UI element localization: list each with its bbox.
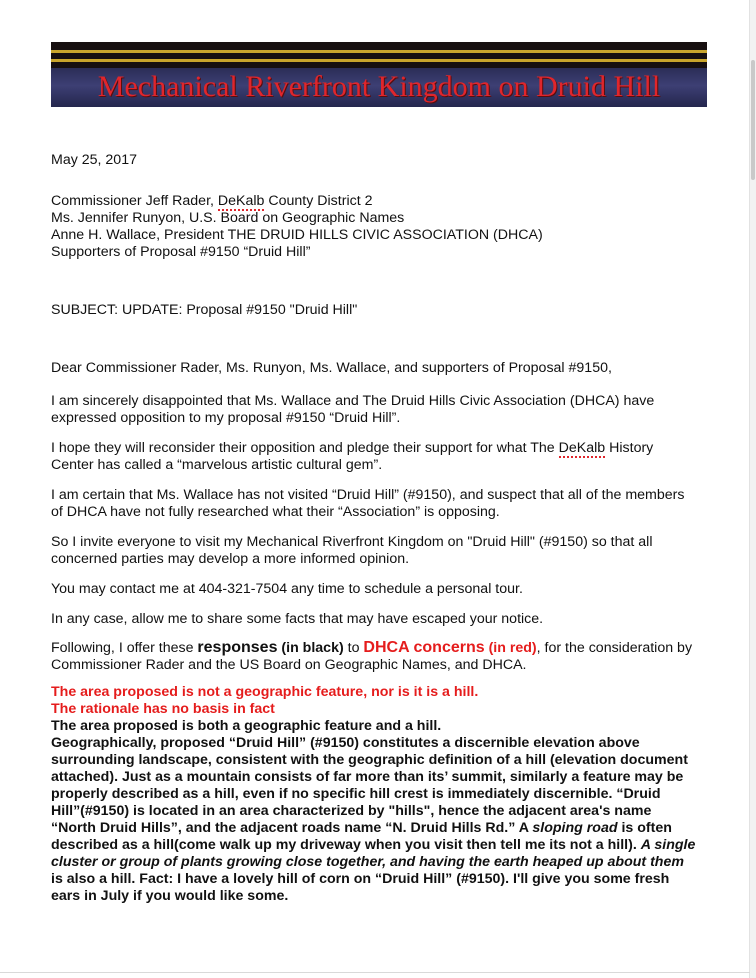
letter-body xyxy=(51,152,699,905)
concern-line: The rationale has no basis in fact xyxy=(51,701,275,717)
letter-date: May 25, 2017 xyxy=(51,152,137,168)
recipient-line: Anne H. Wallace, President THE DRUID HILLS CIVIC ASSOCIATION (DHCA) xyxy=(51,227,543,243)
paragraph: So I invite everyone to visit my Mechanical Riverfront Kingdom on "Druid Hill" (#9150) so that all concerned parties may develop a more informed opinion. xyxy=(51,534,653,567)
paragraph-legend: Following, I offer these responses (in black) to DHCA concerns (in red), for the consideration by Commissioner Rader and the US Board on Geographic Names, and DHCA. xyxy=(51,639,693,673)
spellcheck-word: DeKalb xyxy=(558,440,606,456)
letterhead-banner xyxy=(51,42,707,107)
subject-line: SUBJECT: UPDATE: Proposal #9150 "Druid Hill" xyxy=(51,302,358,318)
recipient-line: Ms. Jennifer Runyon, U.S. Board on Geographic Names xyxy=(51,210,405,226)
response-heading: The area proposed is both a geographic feature and a hill. xyxy=(51,718,442,734)
spellcheck-word: DeKalb xyxy=(217,193,265,209)
paragraph: I am certain that Ms. Wallace has not visited “Druid Hill” (#9150), and suspect that all of the members of DHCA have not fully researched what their “Association” is opposing. xyxy=(51,487,685,520)
paragraph: I hope they will reconsider their opposition and pledge their support for what The DeKalb History Center has called a “marvelous artistic cultural gem”. xyxy=(51,440,654,473)
paragraph: In any case, allow me to share some facts that may have escaped your notice. xyxy=(51,611,544,627)
paragraph: I am sincerely disappointed that Ms. Wallace and The Druid Hills Civic Association (DHCA) have expressed opposition to my proposal #9150 “Druid Hill”. xyxy=(51,393,655,426)
paragraph: You may contact me at 404-321-7504 any time to schedule a personal tour. xyxy=(51,581,523,597)
response-body: Geographically, proposed “Druid Hill” (#9150) constitutes a discernible elevation above surrounding landscape, consistent with the geographic definition of a hill (elevation document attached). Just as a mountain consists of far more than its’ summit, similarly a feature may be properly described as a hill, even if no specific hill crest is immediately discernible. “Druid Hill”(#9150) is located in an area characterized by "hills", hence the adjacent area's name “North Druid Hills”, and the adjacent roads name “N. Druid Hills Rd.” A sloping road is often described as a hill(come walk up my driveway when you visit then tell me its not a hill). A single cluster or group of plants growing close together, and having the earth heaped up about them is also a hill. Fact: I have a lovely hill of corn on “Druid Hill” (#9150). I'll give you some fresh ears in July if you would like some. xyxy=(51,735,696,904)
recipient-line: Commissioner Jeff Rader, DeKalb County District 2 xyxy=(51,193,373,209)
banner-gold-stripe xyxy=(51,50,707,53)
banner-gold-stripe xyxy=(51,59,707,62)
scrollbar-thumb[interactable] xyxy=(751,60,755,180)
salutation: Dear Commissioner Rader, Ms. Runyon, Ms. Wallace, and supporters of Proposal #9150, xyxy=(51,360,612,376)
legend-responses: responses xyxy=(197,639,278,656)
banner-title: Mechanical Riverfront Kingdom on Druid Hill xyxy=(97,70,661,103)
recipient-line: Supporters of Proposal #9150 “Druid Hill” xyxy=(51,244,311,260)
recipients-block xyxy=(51,193,699,261)
page-bottom-divider xyxy=(0,972,750,973)
legend-concerns: DHCA concerns xyxy=(363,639,485,656)
vertical-scrollbar[interactable] xyxy=(749,0,756,978)
concern-line: The area proposed is not a geographic feature, nor is it is a hill. xyxy=(51,684,479,700)
